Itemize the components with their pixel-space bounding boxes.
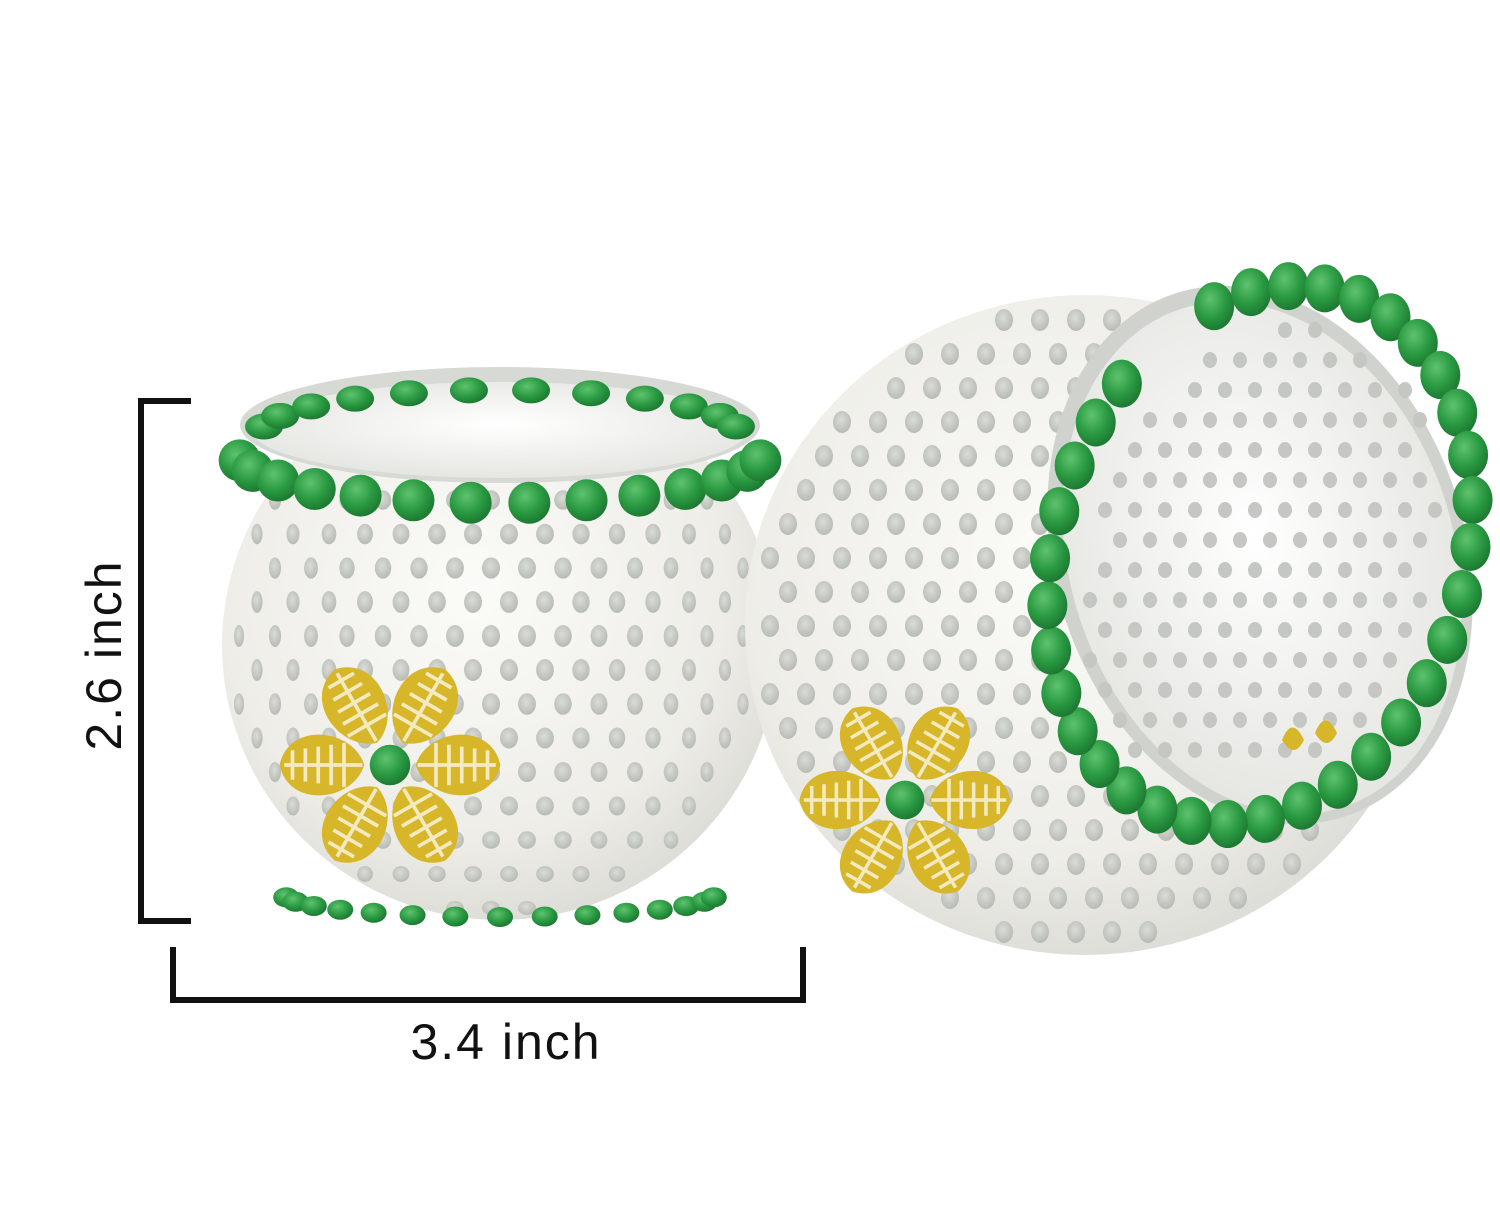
width-dimension-bracket (173, 950, 803, 1000)
height-dimension-bracket (141, 401, 188, 921)
right-candle-holder (745, 230, 1500, 955)
width-label: 3.4 inch (410, 1014, 602, 1070)
left-candle-holder (219, 367, 782, 927)
height-label: 2.6 inch (76, 559, 132, 751)
